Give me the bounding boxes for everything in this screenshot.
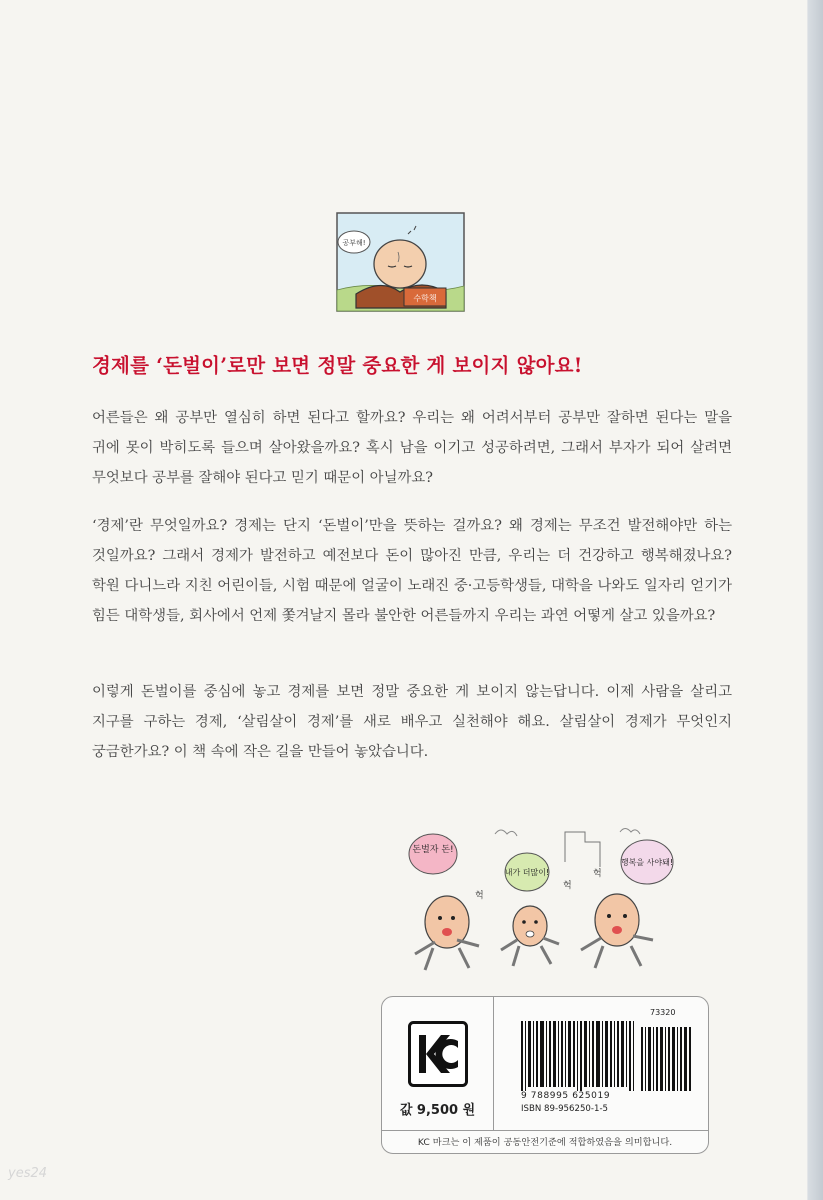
price-label: 값 9,500 원 [399,1103,476,1118]
boy-studying-illustration [336,212,465,312]
kc-box-divider [493,997,494,1130]
kc-mark-icon [408,1021,468,1087]
book-spine [808,0,823,1200]
isbn-barcode [521,1021,691,1091]
running-people-illustration [395,822,685,982]
gasp-2: 헉 [563,881,572,891]
isbn-number: ISBN 89-956250-1-5 [521,1104,609,1114]
paragraph-3: 이렇게 돈벌이를 중심에 놓고 경제를 보면 정말 중요한 게 보이지 않는답니다. 이제 사람을 살리고 지구를 구하는 경제, ‘살림살이 경제’를 새로 배우고 실천해야 해요. 살림살이 경제가 무엇인지 궁금한가요? 이 책 속에 작은 길을 만들어 놓았습니다. [92,684,732,760]
paragraph-2: ‘경제’란 무엇일까요? 경제는 단지 ‘돈벌이’만을 뜻하는 걸까요? 왜 경제는 무조건 발전해야만 하는 것일까요? 그래서 경제가 발전하고 예전보다 돈이 많아진 만큼, 우리는 더 건강하고 행복해졌나요? 학원 다니느라 지친 어린이들, 시험 때문에 얼굴이 노래진 중·고등학생들, 대학을 나와도 일자리 얻기가 힘든 대학생들, 회사에서 언제 쫓겨날지 몰라 불안한 어른들까지 우리는 과연 어떻게 살고 있을까요? [92,518,732,624]
bubble-right-text: 행복을 사야돼! [620,858,674,867]
book-label: 수학책 [413,294,437,303]
watermark: yes24 [8,1166,48,1181]
bubble-middle-text: 내가 더많이! [504,868,550,877]
kc-mark-note: KC 마크는 이 제품이 공동안전기준에 적합하였음을 의미합니다. [417,1137,673,1148]
paragraph-1: 어른들은 왜 공부만 열심히 하면 된다고 할까요? 우리는 왜 어려서부터 공부만 잘하면 된다는 말을 귀에 못이 박히도록 들으며 살아왔을까요? 혹시 남을 이기고 성공하려면, 그래서 부자가 되어 살려면 무엇보다 공부를 잘해야 된다고 믿기 때문이 아닐까요? [92,410,732,486]
bubble-left-text: 돈벌자 돈! [412,845,454,855]
gasp-1: 헉 [475,891,484,901]
barcode-digits: 9 788995 625019 [521,1091,611,1101]
kc-certification-box [381,996,709,1154]
gasp-3: 헉 [593,869,602,879]
headline: 경제를 ‘돈벌이’로만 보면 정말 중요한 게 보이지 않아요! [92,354,583,377]
kc-box-rule [382,1130,708,1131]
speech-bubble-text: 공부해! [342,239,366,247]
barcode-addon-number: 73320 [650,1008,676,1017]
